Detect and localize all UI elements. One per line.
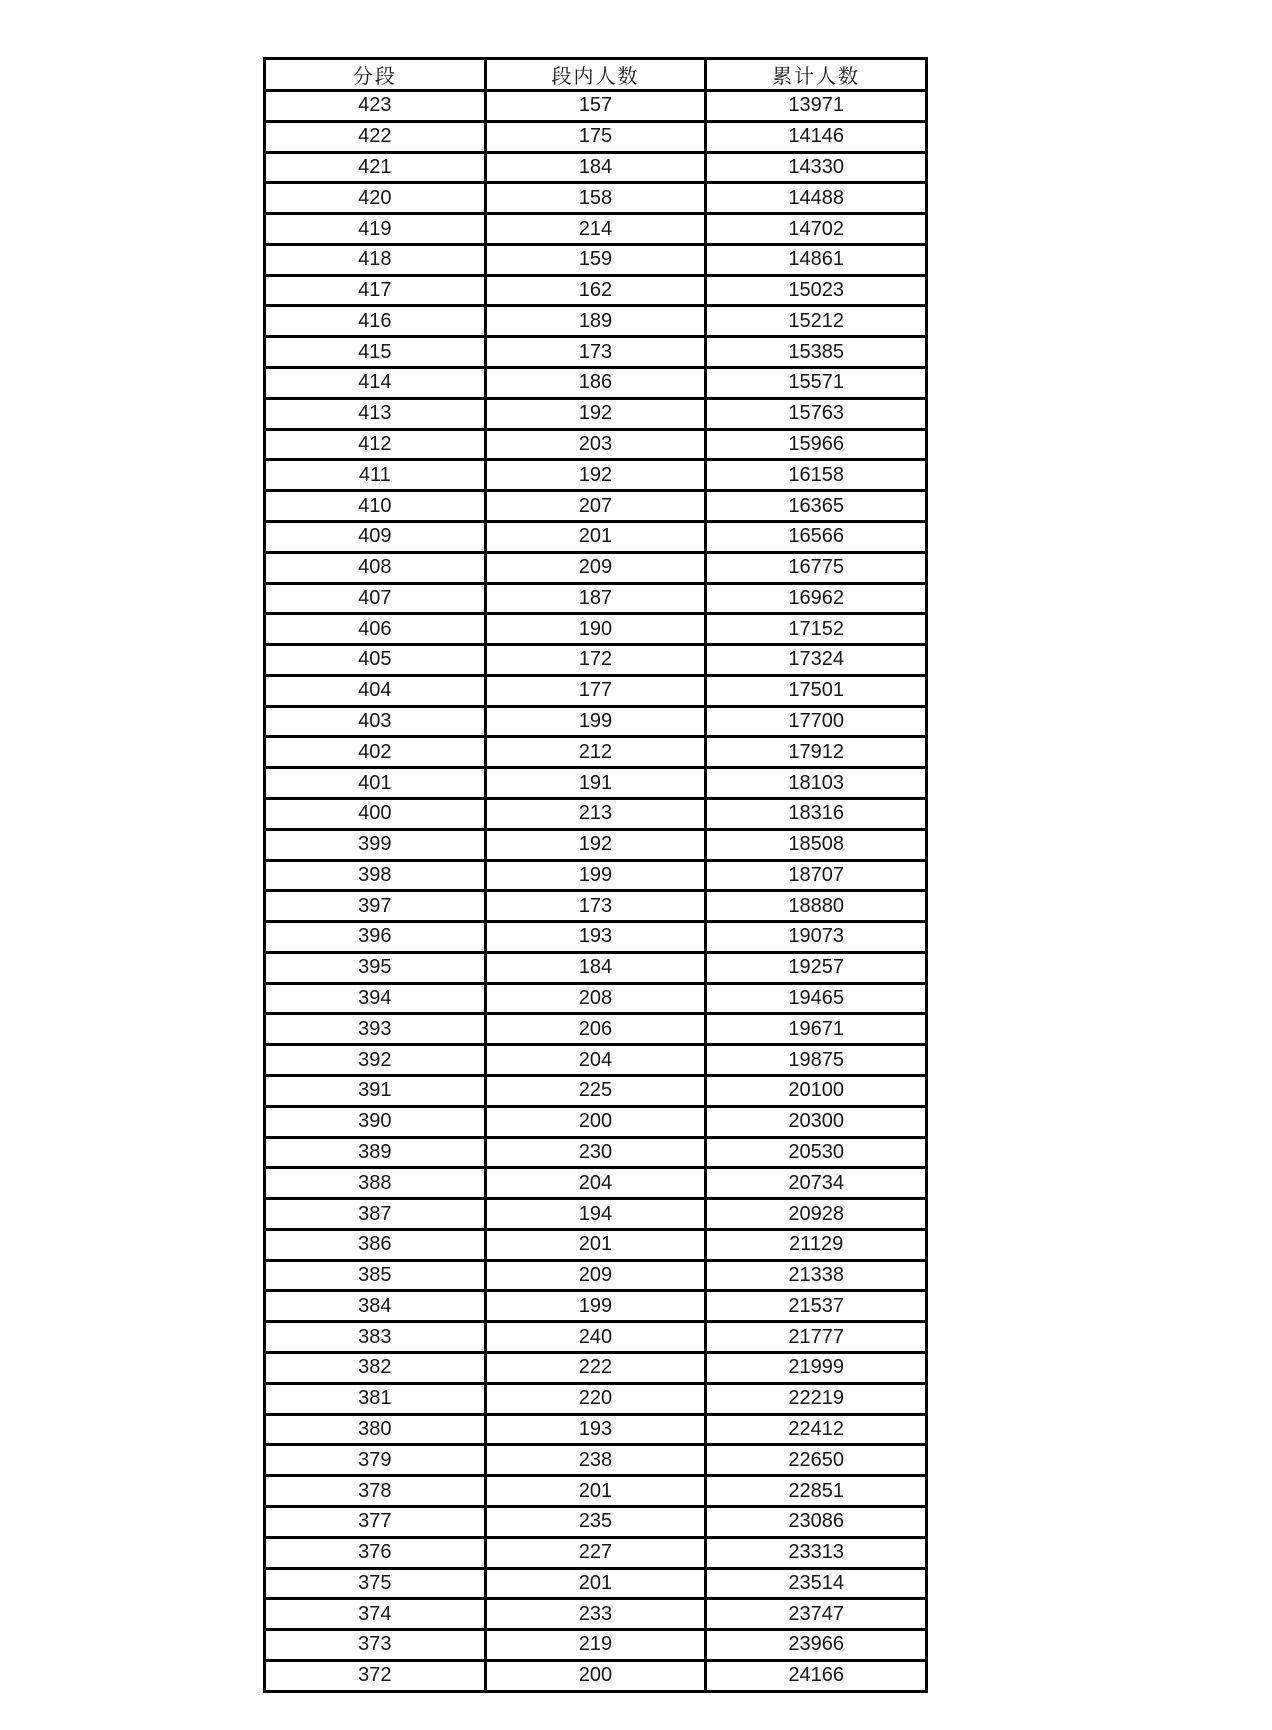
cell-cumulative-count: 21537: [706, 1291, 927, 1322]
cell-score-segment: 393: [265, 1014, 486, 1045]
table-row: [265, 983, 927, 1014]
cell-cumulative-count: 16365: [706, 491, 927, 522]
table-row: [265, 306, 927, 337]
header-count-in-segment: 段内人数: [485, 59, 706, 91]
cell-count-in-segment: 233: [485, 1599, 706, 1630]
cell-count-in-segment: 186: [485, 368, 706, 399]
cell-cumulative-count: 14861: [706, 244, 927, 275]
cell-score-segment: 376: [265, 1537, 486, 1568]
cell-cumulative-count: 17152: [706, 614, 927, 645]
cell-score-segment: 397: [265, 891, 486, 922]
cell-count-in-segment: 199: [485, 860, 706, 891]
cell-cumulative-count: 16962: [706, 583, 927, 614]
table-row: [265, 829, 927, 860]
cell-cumulative-count: 18508: [706, 829, 927, 860]
cell-cumulative-count: 22412: [706, 1414, 927, 1445]
cell-cumulative-count: 17324: [706, 645, 927, 676]
cell-count-in-segment: 162: [485, 275, 706, 306]
cell-score-segment: 372: [265, 1660, 486, 1691]
table-row: [265, 645, 927, 676]
cell-count-in-segment: 201: [485, 521, 706, 552]
cell-cumulative-count: 20928: [706, 1199, 927, 1230]
cell-count-in-segment: 199: [485, 706, 706, 737]
cell-cumulative-count: 17912: [706, 737, 927, 768]
cell-score-segment: 414: [265, 368, 486, 399]
cell-score-segment: 415: [265, 337, 486, 368]
cell-count-in-segment: 235: [485, 1506, 706, 1537]
cell-score-segment: 384: [265, 1291, 486, 1322]
cell-cumulative-count: 14702: [706, 214, 927, 245]
table-row: [265, 1383, 927, 1414]
cell-score-segment: 383: [265, 1322, 486, 1353]
cell-cumulative-count: 20530: [706, 1137, 927, 1168]
table-row: [265, 398, 927, 429]
table-row: [265, 1476, 927, 1507]
header-score-segment: 分段: [265, 59, 486, 91]
cell-score-segment: 406: [265, 614, 486, 645]
cell-score-segment: 398: [265, 860, 486, 891]
cell-score-segment: 409: [265, 521, 486, 552]
cell-cumulative-count: 19671: [706, 1014, 927, 1045]
cell-score-segment: 400: [265, 798, 486, 829]
cell-cumulative-count: 14146: [706, 121, 927, 152]
table-header: [265, 59, 927, 91]
table-row: [265, 1568, 927, 1599]
table-row: [265, 1322, 927, 1353]
cell-cumulative-count: 15023: [706, 275, 927, 306]
table-row: [265, 737, 927, 768]
cell-count-in-segment: 222: [485, 1353, 706, 1384]
cell-score-segment: 411: [265, 460, 486, 491]
table-row: [265, 121, 927, 152]
cell-cumulative-count: 22219: [706, 1383, 927, 1414]
cell-count-in-segment: 187: [485, 583, 706, 614]
cell-score-segment: 390: [265, 1106, 486, 1137]
cell-score-segment: 412: [265, 429, 486, 460]
cell-cumulative-count: 14330: [706, 152, 927, 183]
cell-count-in-segment: 201: [485, 1568, 706, 1599]
cell-score-segment: 410: [265, 491, 486, 522]
cell-count-in-segment: 184: [485, 152, 706, 183]
cell-score-segment: 404: [265, 675, 486, 706]
cell-count-in-segment: 203: [485, 429, 706, 460]
cell-score-segment: 381: [265, 1383, 486, 1414]
table-row: [265, 1045, 927, 1076]
cell-cumulative-count: 19073: [706, 922, 927, 953]
table-row: [265, 552, 927, 583]
cell-cumulative-count: 19465: [706, 983, 927, 1014]
cell-cumulative-count: 23086: [706, 1506, 927, 1537]
cell-score-segment: 395: [265, 952, 486, 983]
cell-count-in-segment: 175: [485, 121, 706, 152]
cell-count-in-segment: 199: [485, 1291, 706, 1322]
cell-score-segment: 408: [265, 552, 486, 583]
cell-count-in-segment: 200: [485, 1660, 706, 1691]
table-row: [265, 798, 927, 829]
cell-count-in-segment: 194: [485, 1199, 706, 1230]
cell-count-in-segment: 173: [485, 337, 706, 368]
table-row: [265, 768, 927, 799]
cell-cumulative-count: 16775: [706, 552, 927, 583]
cell-score-segment: 399: [265, 829, 486, 860]
cell-score-segment: 387: [265, 1199, 486, 1230]
table-row: [265, 183, 927, 214]
cell-count-in-segment: 227: [485, 1537, 706, 1568]
cell-cumulative-count: 20300: [706, 1106, 927, 1137]
cell-score-segment: 420: [265, 183, 486, 214]
table-row: [265, 614, 927, 645]
cell-count-in-segment: 193: [485, 922, 706, 953]
table-row: [265, 1630, 927, 1661]
table-row: [265, 1260, 927, 1291]
cell-count-in-segment: 220: [485, 1383, 706, 1414]
table-row: [265, 891, 927, 922]
cell-count-in-segment: 193: [485, 1414, 706, 1445]
cell-count-in-segment: 225: [485, 1076, 706, 1107]
table-row: [265, 1599, 927, 1630]
cell-cumulative-count: 23313: [706, 1537, 927, 1568]
table-row: [265, 922, 927, 953]
cell-count-in-segment: 177: [485, 675, 706, 706]
table-row: [265, 1291, 927, 1322]
cell-count-in-segment: 212: [485, 737, 706, 768]
cell-count-in-segment: 204: [485, 1168, 706, 1199]
cell-score-segment: 421: [265, 152, 486, 183]
score-table-body: [265, 91, 927, 1692]
table-row: [265, 1076, 927, 1107]
table-row: [265, 337, 927, 368]
cell-score-segment: 388: [265, 1168, 486, 1199]
cell-count-in-segment: 200: [485, 1106, 706, 1137]
cell-cumulative-count: 21777: [706, 1322, 927, 1353]
cell-cumulative-count: 21999: [706, 1353, 927, 1384]
cell-cumulative-count: 17700: [706, 706, 927, 737]
cell-cumulative-count: 23747: [706, 1599, 927, 1630]
cell-count-in-segment: 189: [485, 306, 706, 337]
cell-score-segment: 401: [265, 768, 486, 799]
table-row: [265, 1445, 927, 1476]
cell-score-segment: 423: [265, 91, 486, 122]
cell-cumulative-count: 18103: [706, 768, 927, 799]
cell-cumulative-count: 15212: [706, 306, 927, 337]
table-row: [265, 1137, 927, 1168]
cell-score-segment: 386: [265, 1229, 486, 1260]
cell-cumulative-count: 15763: [706, 398, 927, 429]
cell-cumulative-count: 20100: [706, 1076, 927, 1107]
cell-count-in-segment: 173: [485, 891, 706, 922]
table-row: [265, 1229, 927, 1260]
cell-score-segment: 417: [265, 275, 486, 306]
table-row: [265, 368, 927, 399]
table-row: [265, 91, 927, 122]
cell-count-in-segment: 240: [485, 1322, 706, 1353]
cell-cumulative-count: 21129: [706, 1229, 927, 1260]
cell-score-segment: 419: [265, 214, 486, 245]
table-row: [265, 1353, 927, 1384]
cell-count-in-segment: 158: [485, 183, 706, 214]
cell-score-segment: 396: [265, 922, 486, 953]
table-row: [265, 706, 927, 737]
cell-count-in-segment: 192: [485, 829, 706, 860]
cell-count-in-segment: 230: [485, 1137, 706, 1168]
cell-count-in-segment: 201: [485, 1229, 706, 1260]
cell-score-segment: 416: [265, 306, 486, 337]
cell-count-in-segment: 191: [485, 768, 706, 799]
cell-score-segment: 378: [265, 1476, 486, 1507]
cell-cumulative-count: 15385: [706, 337, 927, 368]
cell-count-in-segment: 172: [485, 645, 706, 676]
cell-score-segment: 392: [265, 1045, 486, 1076]
table-row: [265, 860, 927, 891]
cell-score-segment: 422: [265, 121, 486, 152]
cell-cumulative-count: 15966: [706, 429, 927, 460]
table-row: [265, 675, 927, 706]
cell-cumulative-count: 24166: [706, 1660, 927, 1691]
table-row: [265, 152, 927, 183]
cell-count-in-segment: 184: [485, 952, 706, 983]
cell-score-segment: 418: [265, 244, 486, 275]
table-row: [265, 214, 927, 245]
cell-score-segment: 405: [265, 645, 486, 676]
cell-cumulative-count: 16566: [706, 521, 927, 552]
cell-score-segment: 403: [265, 706, 486, 737]
cell-cumulative-count: 18880: [706, 891, 927, 922]
cell-count-in-segment: 213: [485, 798, 706, 829]
cell-score-segment: 377: [265, 1506, 486, 1537]
cell-count-in-segment: 201: [485, 1476, 706, 1507]
cell-score-segment: 382: [265, 1353, 486, 1384]
cell-cumulative-count: 14488: [706, 183, 927, 214]
cell-score-segment: 379: [265, 1445, 486, 1476]
cell-count-in-segment: 192: [485, 398, 706, 429]
cell-score-segment: 394: [265, 983, 486, 1014]
cell-count-in-segment: 238: [485, 1445, 706, 1476]
cell-count-in-segment: 190: [485, 614, 706, 645]
cell-count-in-segment: 209: [485, 1260, 706, 1291]
header-cumulative-count: 累计人数: [706, 59, 927, 91]
cell-score-segment: 375: [265, 1568, 486, 1599]
table-header-row: [265, 59, 927, 91]
cell-score-segment: 385: [265, 1260, 486, 1291]
cell-score-segment: 374: [265, 1599, 486, 1630]
table-row: [265, 1014, 927, 1045]
cell-cumulative-count: 15571: [706, 368, 927, 399]
cell-count-in-segment: 214: [485, 214, 706, 245]
table-row: [265, 1106, 927, 1137]
table-row: [265, 1168, 927, 1199]
cell-count-in-segment: 206: [485, 1014, 706, 1045]
cell-cumulative-count: 19257: [706, 952, 927, 983]
cell-count-in-segment: 207: [485, 491, 706, 522]
table-row: [265, 244, 927, 275]
cell-count-in-segment: 192: [485, 460, 706, 491]
cell-count-in-segment: 219: [485, 1630, 706, 1661]
cell-score-segment: 402: [265, 737, 486, 768]
score-distribution-table: [263, 57, 928, 1693]
cell-cumulative-count: 22851: [706, 1476, 927, 1507]
cell-score-segment: 389: [265, 1137, 486, 1168]
cell-score-segment: 413: [265, 398, 486, 429]
cell-cumulative-count: 23966: [706, 1630, 927, 1661]
cell-cumulative-count: 20734: [706, 1168, 927, 1199]
table-row: [265, 1414, 927, 1445]
cell-cumulative-count: 18707: [706, 860, 927, 891]
table-row: [265, 1660, 927, 1691]
cell-cumulative-count: 17501: [706, 675, 927, 706]
cell-score-segment: 373: [265, 1630, 486, 1661]
table-row: [265, 460, 927, 491]
table-row: [265, 1199, 927, 1230]
cell-count-in-segment: 204: [485, 1045, 706, 1076]
table-row: [265, 491, 927, 522]
cell-score-segment: 407: [265, 583, 486, 614]
table-row: [265, 275, 927, 306]
cell-count-in-segment: 157: [485, 91, 706, 122]
table-row: [265, 1506, 927, 1537]
cell-count-in-segment: 209: [485, 552, 706, 583]
table-row: [265, 1537, 927, 1568]
cell-score-segment: 391: [265, 1076, 486, 1107]
table-row: [265, 952, 927, 983]
cell-count-in-segment: 208: [485, 983, 706, 1014]
cell-cumulative-count: 16158: [706, 460, 927, 491]
table-row: [265, 521, 927, 552]
table-row: [265, 583, 927, 614]
cell-cumulative-count: 22650: [706, 1445, 927, 1476]
cell-cumulative-count: 19875: [706, 1045, 927, 1076]
cell-cumulative-count: 13971: [706, 91, 927, 122]
cell-count-in-segment: 159: [485, 244, 706, 275]
cell-cumulative-count: 21338: [706, 1260, 927, 1291]
cell-score-segment: 380: [265, 1414, 486, 1445]
cell-cumulative-count: 23514: [706, 1568, 927, 1599]
table-row: [265, 429, 927, 460]
cell-cumulative-count: 18316: [706, 798, 927, 829]
